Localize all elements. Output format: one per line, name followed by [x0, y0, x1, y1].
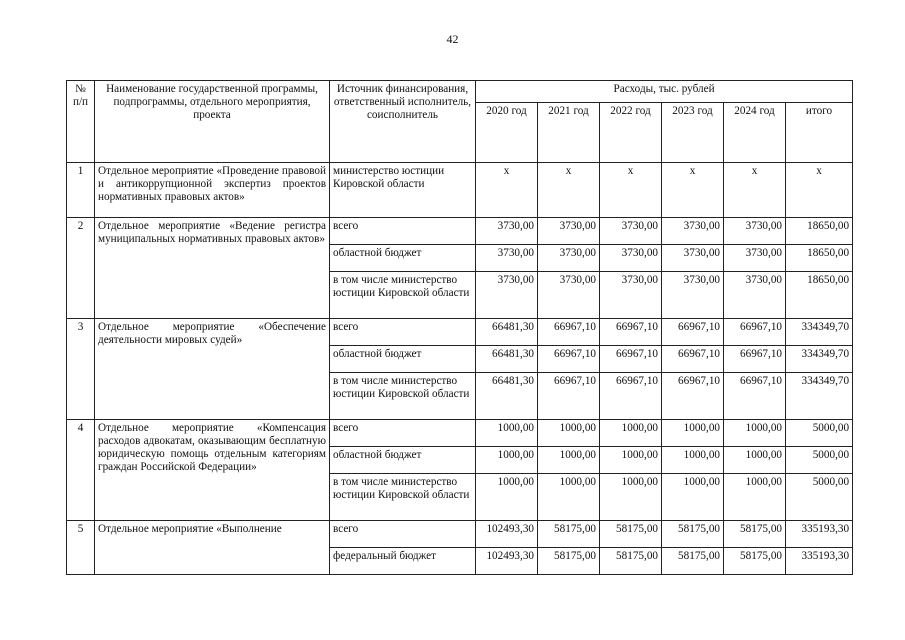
value-cell: 18650,00: [786, 272, 853, 319]
value-cell: 335193,30: [786, 521, 853, 548]
header-year-2021: 2021 год: [538, 103, 600, 163]
value-cell: х: [600, 163, 662, 218]
value-cell: 3730,00: [538, 245, 600, 272]
row-number: 3: [67, 319, 95, 420]
value-cell: 66967,10: [662, 373, 724, 420]
value-cell: 1000,00: [724, 447, 786, 474]
value-cell: 66967,10: [538, 373, 600, 420]
value-cell: 3730,00: [662, 245, 724, 272]
value-cell: 66967,10: [538, 319, 600, 346]
row-name: Отдельное мероприятие «Проведение правовой и антикоррупционной экспертиз проектов нормативных правовых актов»: [95, 163, 330, 218]
row-name: Отдельное мероприятие «Обеспечение деятельности мировых судей»: [95, 319, 330, 420]
value-cell: 58175,00: [538, 521, 600, 548]
row-source: областной бюджет: [330, 245, 476, 272]
table-row: [67, 218, 853, 245]
value-cell: 102493,30: [476, 521, 538, 548]
value-cell: х: [538, 163, 600, 218]
value-cell: 58175,00: [662, 548, 724, 575]
value-cell: 3730,00: [600, 245, 662, 272]
value-cell: 66481,30: [476, 346, 538, 373]
value-cell: 58175,00: [600, 521, 662, 548]
value-cell: 18650,00: [786, 218, 853, 245]
value-cell: 3730,00: [662, 218, 724, 245]
value-cell: 1000,00: [476, 474, 538, 521]
row-source: в том числе министерство юстиции Кировской области: [330, 474, 476, 521]
value-cell: х: [724, 163, 786, 218]
value-cell: 3730,00: [724, 272, 786, 319]
row-number: 1: [67, 163, 95, 218]
row-source: в том числе министерство юстиции Кировской области: [330, 272, 476, 319]
row-number: 5: [67, 521, 95, 575]
header-expenses: Расходы, тыс. рублей: [476, 81, 853, 103]
value-cell: 66967,10: [724, 319, 786, 346]
value-cell: 58175,00: [538, 548, 600, 575]
value-cell: 3730,00: [600, 218, 662, 245]
row-source: федеральный бюджет: [330, 548, 476, 575]
value-cell: 1000,00: [538, 447, 600, 474]
value-cell: 1000,00: [662, 420, 724, 447]
value-cell: 66967,10: [724, 373, 786, 420]
row-source: в том числе министерство юстиции Кировской области: [330, 373, 476, 420]
value-cell: 66967,10: [600, 346, 662, 373]
value-cell: 3730,00: [662, 272, 724, 319]
value-cell: 58175,00: [724, 548, 786, 575]
value-cell: х: [476, 163, 538, 218]
row-source: всего: [330, 521, 476, 548]
row-name: Отдельное мероприятие «Компенсация расходов адвокатам, оказывающим бесплатную юридическую помощь отдельным категориям граждан Российской Федерации»: [95, 420, 330, 521]
value-cell: 66967,10: [662, 319, 724, 346]
value-cell: 1000,00: [724, 420, 786, 447]
value-cell: 3730,00: [600, 272, 662, 319]
header-year-2023: 2023 год: [662, 103, 724, 163]
table-row: [67, 521, 853, 548]
value-cell: 1000,00: [538, 420, 600, 447]
value-cell: 1000,00: [724, 474, 786, 521]
value-cell: 3730,00: [476, 245, 538, 272]
value-cell: 3730,00: [724, 245, 786, 272]
value-cell: 1000,00: [538, 474, 600, 521]
value-cell: 66967,10: [662, 346, 724, 373]
page-number: 42: [446, 32, 459, 46]
row-source: областной бюджет: [330, 346, 476, 373]
header-year-2024: 2024 год: [724, 103, 786, 163]
budget-table: [66, 80, 853, 575]
table-row: [67, 420, 853, 447]
value-cell: 58175,00: [662, 521, 724, 548]
value-cell: 1000,00: [600, 420, 662, 447]
value-cell: 3730,00: [538, 272, 600, 319]
value-cell: х: [662, 163, 724, 218]
table-row: [67, 319, 853, 346]
header-num: № п/п: [67, 81, 95, 163]
value-cell: 334349,70: [786, 319, 853, 346]
table-row: [67, 163, 853, 218]
row-number: 4: [67, 420, 95, 521]
value-cell: 3730,00: [538, 218, 600, 245]
value-cell: 334349,70: [786, 346, 853, 373]
value-cell: 58175,00: [724, 521, 786, 548]
value-cell: 1000,00: [600, 447, 662, 474]
header-year-2022: 2022 год: [600, 103, 662, 163]
value-cell: 3730,00: [724, 218, 786, 245]
value-cell: 3730,00: [476, 218, 538, 245]
value-cell: 66967,10: [724, 346, 786, 373]
header-source: Источник финансирования, ответственный исполнитель, соисполнитель: [330, 81, 476, 163]
row-source: всего: [330, 218, 476, 245]
value-cell: 18650,00: [786, 245, 853, 272]
header-row: [67, 81, 853, 103]
value-cell: 66967,10: [600, 319, 662, 346]
value-cell: 1000,00: [476, 420, 538, 447]
row-number: 2: [67, 218, 95, 319]
value-cell: 5000,00: [786, 420, 853, 447]
row-source: всего: [330, 319, 476, 346]
header-name: Наименование государственной программы, подпрограммы, отдельного мероприятия, проекта: [95, 81, 330, 163]
value-cell: 1000,00: [476, 447, 538, 474]
value-cell: 335193,30: [786, 548, 853, 575]
value-cell: 102493,30: [476, 548, 538, 575]
header-year-2020: 2020 год: [476, 103, 538, 163]
row-source: министерство юстиции Кировской области: [330, 163, 476, 218]
value-cell: 66481,30: [476, 373, 538, 420]
value-cell: 1000,00: [600, 474, 662, 521]
value-cell: 66481,30: [476, 319, 538, 346]
row-name: Отдельное мероприятие «Ведение регистра муниципальных нормативных правовых актов»: [95, 218, 330, 319]
value-cell: 3730,00: [476, 272, 538, 319]
value-cell: 5000,00: [786, 447, 853, 474]
value-cell: 1000,00: [662, 447, 724, 474]
value-cell: 334349,70: [786, 373, 853, 420]
value-cell: 5000,00: [786, 474, 853, 521]
row-name: Отдельное мероприятие «Выполнение: [95, 521, 330, 575]
value-cell: 66967,10: [600, 373, 662, 420]
value-cell: х: [786, 163, 853, 218]
value-cell: 1000,00: [662, 474, 724, 521]
row-source: областной бюджет: [330, 447, 476, 474]
row-source: всего: [330, 420, 476, 447]
value-cell: 58175,00: [600, 548, 662, 575]
value-cell: 66967,10: [538, 346, 600, 373]
header-total: итого: [786, 103, 853, 163]
